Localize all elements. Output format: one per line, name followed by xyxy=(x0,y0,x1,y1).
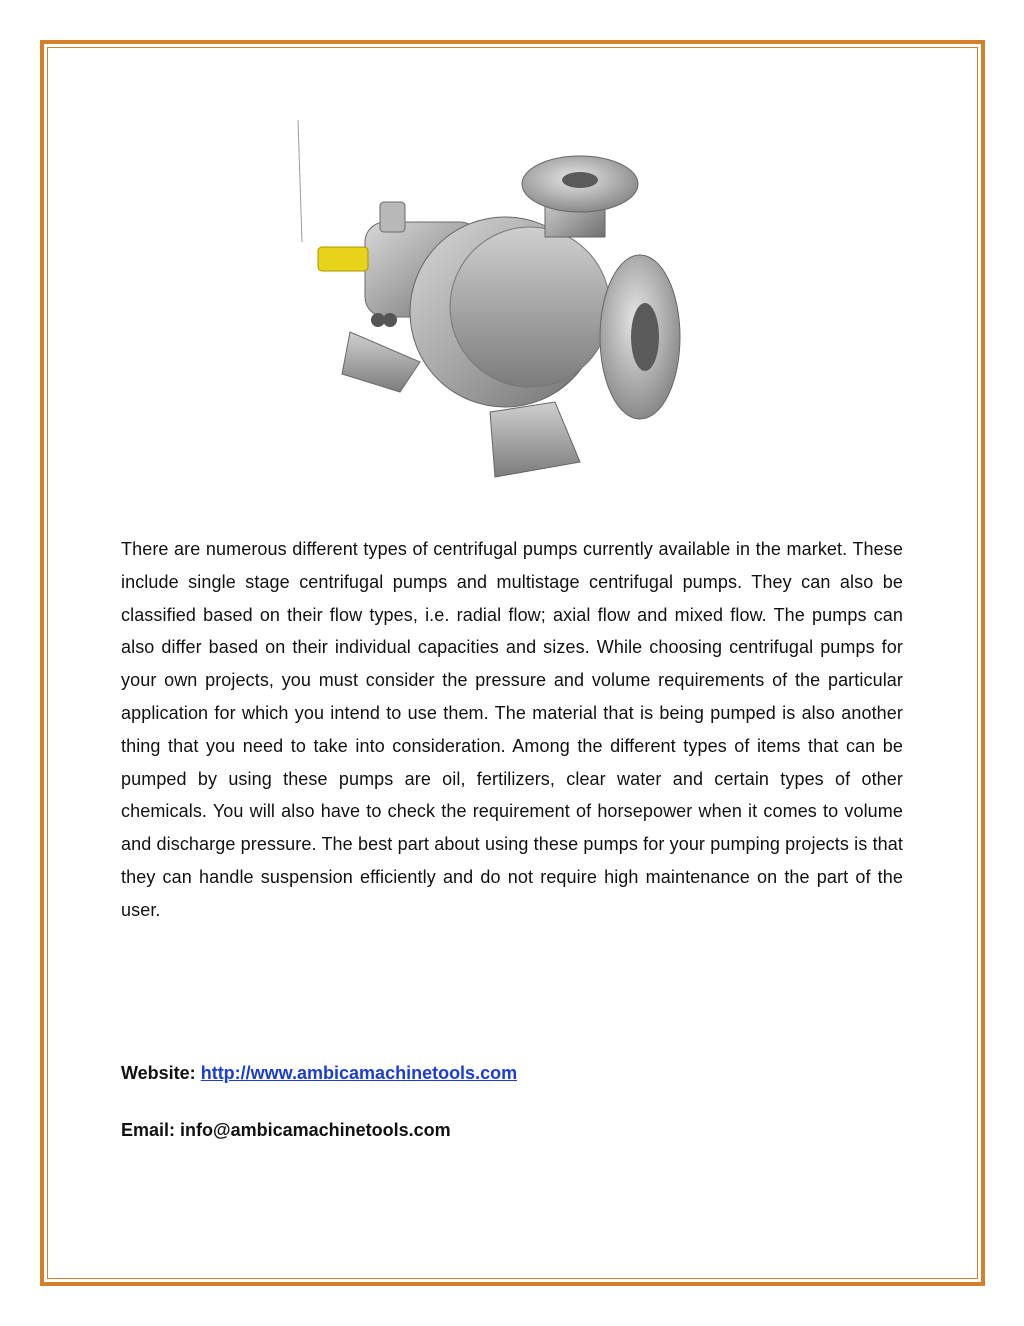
email-label: Email: xyxy=(121,1120,176,1140)
website-label: Website: xyxy=(121,1063,196,1083)
website-link[interactable]: http://www.ambicamachinetools.com xyxy=(200,1063,518,1083)
email-line xyxy=(121,1120,451,1141)
pump-image xyxy=(290,112,690,487)
body-paragraph: There are numerous different types of centrifugal pumps currently available in the market. These include single stage centrifugal pumps and multistage centrifugal pumps. They can also be classified based on their flow types, i.e. radial flow; axial flow and mixed flow. The pumps can also differ based on their individual capacities and sizes. While choosing centrifugal pumps for your own projects, you must consider the pressure and volume requirements of the particular application for which you intend to use them. The material that is being pumped is also another thing that you need to take into consideration. Among the different types of items that can be pumped by using these pumps are oil, fertilizers, clear water and certain types of other chemicals. You will also have to check the requirement of horsepower when it comes to volume and discharge pressure. The best part about using these pumps for your pumping projects is that they can handle suspension efficiently and do not require high maintenance on the part of the user. xyxy=(121,539,903,920)
website-line xyxy=(121,1063,517,1084)
email-value: info@ambicamachinetools.com xyxy=(180,1120,451,1140)
